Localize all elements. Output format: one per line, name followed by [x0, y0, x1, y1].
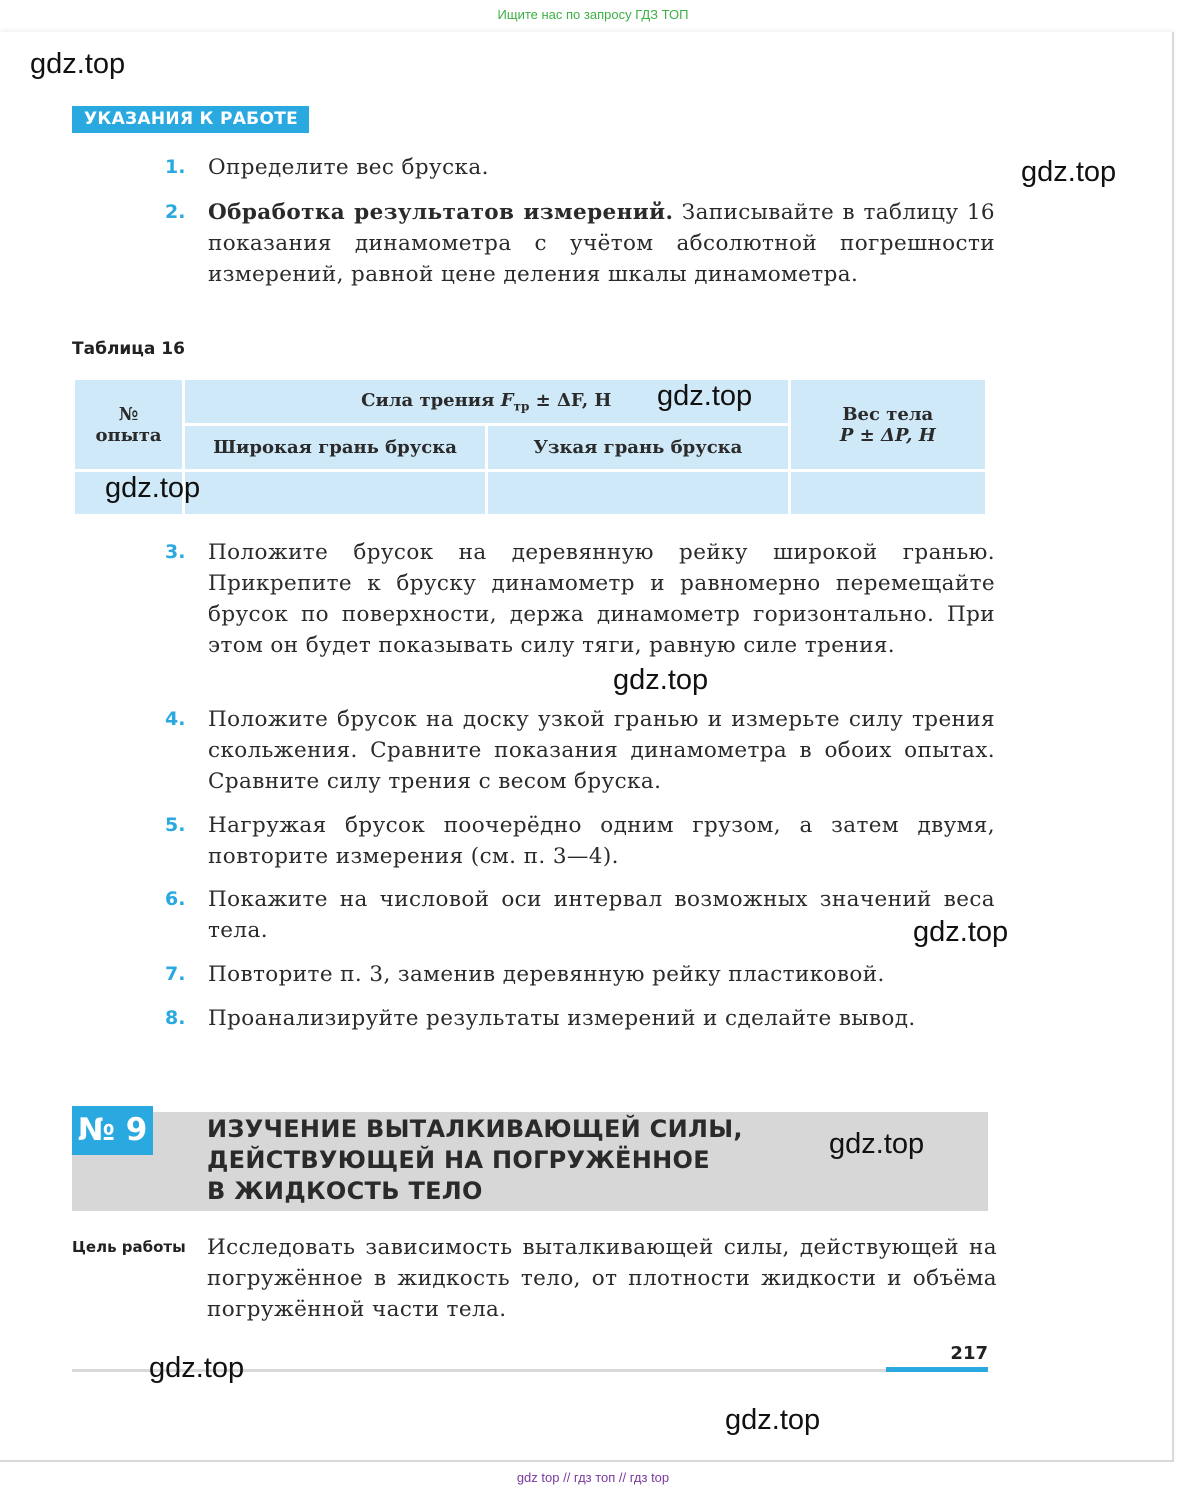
- top-banner-text: Ищите нас по запросу ГДЗ ТОП: [497, 7, 689, 22]
- step-bold-title: Обработка результатов измерений.: [208, 200, 674, 225]
- header-narrow-face: Узкая грань бруска: [487, 425, 789, 471]
- bottom-banner: [0, 1466, 1186, 1492]
- step-item: [165, 959, 995, 990]
- step-item: [165, 704, 995, 797]
- watermark: gdz.top: [725, 1404, 821, 1436]
- step-text: Положите брусок на деревянную рейку широкой гранью. Прикрепите к бруску динамометр и равномерно перемещайте брусок по поверхности, держа динамометр горизонтально. При этом он будет показывать силу тяги, равную силе трения.: [208, 540, 995, 658]
- watermark: gdz.top: [30, 48, 126, 80]
- watermark: gdz.top: [657, 380, 753, 412]
- header-body-weight: [789, 379, 986, 471]
- watermark: gdz.top: [149, 1352, 245, 1384]
- footer-accent-bar: [886, 1367, 988, 1372]
- header-experiment-number: [74, 379, 184, 471]
- step-item: [165, 810, 995, 872]
- friction-subscript: тр: [513, 399, 530, 414]
- watermark: gdz.top: [913, 916, 1009, 948]
- bottom-banner-text: gdz top // гдз топ // гдз top: [516, 1470, 670, 1485]
- step-number: 5.: [165, 814, 186, 836]
- header-wide-face: Широкая грань бруска: [184, 425, 487, 471]
- step-text: Повторите п. 3, заменив деревянную рейку пластиковой.: [208, 962, 885, 987]
- measurement-table: [72, 377, 988, 517]
- step-number: 3.: [165, 541, 186, 563]
- table-cell-empty: [487, 471, 789, 516]
- lab-title-line: В ЖИДКОСТЬ ТЕЛО: [207, 1177, 483, 1205]
- step-item: [165, 884, 995, 946]
- watermark: gdz.top: [613, 664, 709, 696]
- step-text: Определите вес бруска.: [208, 155, 489, 180]
- weight-formula: P ± ΔP, Н: [839, 424, 936, 446]
- watermark: gdz.top: [1021, 156, 1117, 188]
- step-text: Проанализируйте результаты измерений и сделайте вывод.: [208, 1006, 916, 1031]
- lab-title-line: ИЗУЧЕНИЕ ВЫТАЛКИВАЮЩЕЙ СИЛЫ,: [207, 1115, 743, 1143]
- top-banner: [0, 0, 1186, 32]
- watermark: gdz.top: [105, 472, 201, 504]
- step-item: [165, 152, 995, 183]
- watermark: gdz.top: [829, 1128, 925, 1160]
- friction-symbol: F: [500, 389, 514, 411]
- step-number: 4.: [165, 708, 186, 730]
- friction-label: Сила трения: [361, 389, 501, 411]
- step-item: [165, 537, 995, 661]
- header-num-symbol: №: [118, 403, 139, 425]
- step-item: [165, 1003, 995, 1034]
- step-item: [165, 197, 995, 290]
- step-text: Положите брусок на доску узкой гранью и измерьте силу трения скольжения. Сравните показания динамометра в обоих опытах. Сравните силу трения с весом бруска.: [208, 707, 995, 794]
- lab-title: [207, 1114, 743, 1207]
- lab-number-badge: № 9: [72, 1106, 153, 1155]
- goal-label: Цель работы: [72, 1238, 186, 1256]
- table-cell-empty: [789, 471, 986, 516]
- friction-unit: ± ΔF, Н: [529, 389, 612, 411]
- step-text: Нагружая брусок поочерёдно одним грузом, а затем двумя, повторите измерения (см. п. 3—4).: [208, 813, 995, 869]
- lab-title-line: ДЕЙСТВУЮЩЕЙ НА ПОГРУЖЁННОЕ: [207, 1146, 710, 1174]
- step-number: 1.: [165, 156, 186, 178]
- page-number: 217: [950, 1343, 988, 1364]
- step-text: Покажите на числовой оси интервал возможных значений веса тела.: [208, 887, 995, 943]
- step-text: Записывайте в таблицу 16 показания динамометра с учётом абсолютной погрешности измерений, равной цене деления шкалы динамометра.: [208, 200, 995, 287]
- section-heading: УКАЗАНИЯ К РАБОТЕ: [72, 106, 309, 133]
- step-number: 2.: [165, 201, 186, 223]
- table-caption: Таблица 16: [72, 339, 185, 359]
- step-number: 8.: [165, 1007, 186, 1029]
- step-number: 7.: [165, 963, 186, 985]
- table-cell-empty: [184, 471, 487, 516]
- step-number: 6.: [165, 888, 186, 910]
- header-num-word: опыта: [95, 424, 162, 446]
- goal-text: Исследовать зависимость выталкивающей силы, действующей на погружённое в жидкость тело, от плотности жидкости и объёма погружённой части тела.: [207, 1235, 997, 1322]
- weight-label: Вес тела: [842, 403, 934, 425]
